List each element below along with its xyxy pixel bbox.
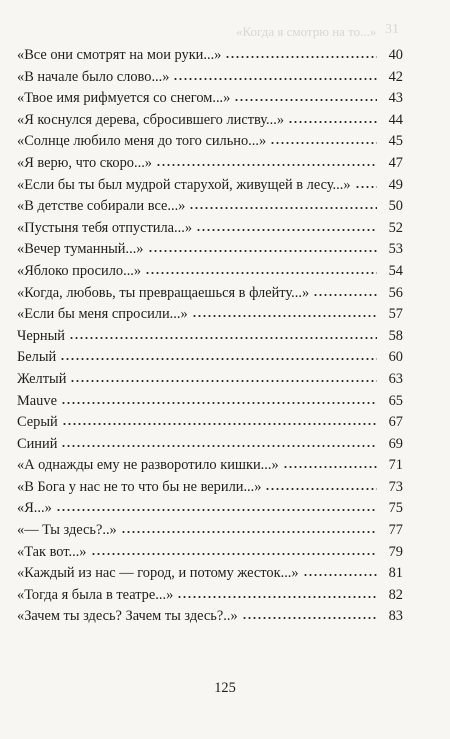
dot-leader (288, 120, 377, 124)
dot-leader (283, 465, 377, 469)
toc-entry-title: «В начале было слово...» (17, 68, 170, 85)
toc-entry-page: 83 (388, 608, 403, 625)
toc-entry-page: 42 (388, 68, 403, 85)
toc-entry-title: «Вечер туманный...» (17, 241, 144, 258)
toc-entry-page: 73 (388, 478, 403, 495)
dot-leader (62, 422, 377, 426)
dot-leader (69, 336, 377, 340)
toc-entry-page: 69 (388, 435, 403, 452)
dot-leader (265, 487, 377, 491)
toc-entry-page: 52 (388, 219, 403, 236)
toc-entry-page: 57 (388, 306, 403, 323)
dot-leader (242, 616, 377, 620)
toc-entry[interactable] (17, 67, 403, 89)
toc-entry[interactable] (17, 304, 403, 326)
toc-entry-title: «А однажды ему не разворотило кишки...» (17, 457, 279, 474)
dot-leader (61, 444, 377, 448)
dot-leader (156, 163, 377, 167)
dot-leader (61, 401, 377, 405)
toc-entry[interactable] (17, 175, 403, 197)
toc-entry[interactable] (17, 218, 403, 240)
toc-entry-title: «Твое имя рифмуется со снегом...» (17, 90, 231, 107)
toc-entry[interactable] (17, 326, 403, 348)
toc-entry-page: 63 (388, 370, 403, 387)
toc-entry[interactable] (17, 283, 403, 305)
toc-entry-title: Желтый (17, 370, 67, 387)
dot-leader (148, 249, 377, 253)
toc-entry-page: 65 (388, 392, 403, 409)
toc-entry-title: «Зачем ты здесь? Зачем ты здесь?..» (17, 608, 238, 625)
toc-entry-title: «Я...» (17, 500, 52, 517)
toc-entry-title: «Я верю, что скоро...» (17, 154, 152, 171)
toc-entry-page: 67 (388, 414, 403, 431)
dot-leader (355, 185, 377, 189)
toc-entry[interactable] (17, 239, 403, 261)
toc-entry-title: «Я коснулся дерева, сбросившего листву...» (17, 111, 285, 128)
toc-entry[interactable] (17, 261, 403, 283)
dot-leader (189, 206, 377, 210)
toc-entry-title: «Все они смотрят на мои руки...» (17, 47, 222, 63)
toc-entry-title: «Тогда я была в театре...» (17, 586, 174, 603)
toc-entry[interactable] (17, 196, 403, 218)
dot-leader (192, 314, 377, 318)
dot-leader (177, 595, 377, 599)
dot-leader (270, 141, 377, 145)
dot-leader (91, 552, 378, 556)
toc-entry-page: 43 (388, 90, 403, 107)
page-number: 125 (214, 680, 236, 696)
toc-entry[interactable] (17, 498, 403, 520)
toc-entry-title: Черный (17, 327, 66, 344)
toc-entry[interactable] (17, 131, 403, 153)
toc-entry-page: 71 (388, 457, 403, 474)
toc-entry[interactable] (17, 347, 403, 369)
toc-entry-title: «В детстве собирали все...» (17, 198, 186, 215)
dot-leader (234, 98, 377, 102)
toc-entry[interactable] (17, 391, 403, 413)
toc-entry-page: 82 (388, 586, 403, 603)
toc-entry-title: Белый (17, 349, 57, 366)
toc-entry[interactable] (17, 606, 403, 628)
dot-leader (313, 293, 377, 297)
toc-entry-page: 44 (388, 111, 403, 128)
toc-entry-title: «Когда, любовь, ты превращаешься в флейту...» (17, 284, 310, 301)
toc-entry-page: 40 (388, 47, 403, 63)
toc-entry-page: 47 (388, 154, 403, 171)
dot-leader (196, 228, 377, 232)
dot-leader (303, 573, 377, 577)
toc-entry-title: «— Ты здесь?..» (17, 522, 117, 539)
toc-entry-page: 53 (388, 241, 403, 258)
toc-entry-title: «Каждый из нас — город, и потому жесток...» (17, 565, 299, 582)
toc-entry-title: Mauve (17, 392, 57, 409)
toc-entry-title: Серый (17, 414, 58, 431)
toc-entry[interactable] (17, 585, 403, 607)
toc-entry[interactable] (17, 110, 403, 132)
toc-entry-title: «В Бога у нас не то что бы не верили...» (17, 478, 262, 495)
toc-entry[interactable] (17, 369, 403, 391)
toc-entry[interactable] (17, 477, 403, 499)
toc-entry[interactable] (17, 153, 403, 175)
toc-entry-title: «Так вот...» (17, 543, 87, 560)
toc-entry-page: 81 (388, 565, 403, 582)
bleed-through-title: «Когда я смотрю на то...» (236, 24, 377, 39)
dot-leader (121, 530, 377, 534)
toc-entry-page: 45 (388, 133, 403, 150)
toc-entry-title: «Если бы ты был мудрой старухой, живущей в лесу...» (17, 176, 351, 193)
dot-leader (225, 55, 377, 59)
toc-entry-title: «Пустыня тебя отпустила...» (17, 219, 193, 236)
toc-entry-page: 79 (388, 543, 403, 560)
toc-entry-page: 75 (388, 500, 403, 517)
toc-entry-title: «Солнце любило меня до того сильно...» (17, 133, 267, 150)
toc-entry-page: 60 (388, 349, 403, 366)
toc-entry-title: «Яблоко просило...» (17, 262, 142, 279)
toc-entry[interactable] (17, 455, 403, 477)
toc-entry-page: 54 (388, 262, 403, 279)
dot-leader (60, 357, 377, 361)
toc-entry[interactable] (17, 434, 403, 456)
toc-entry-title: Синий (17, 435, 58, 452)
toc-entry-page: 56 (388, 284, 403, 301)
toc-entry-page: 50 (388, 198, 403, 215)
toc-entry[interactable] (17, 88, 403, 110)
toc-entry-page: 49 (388, 176, 403, 193)
dot-leader (145, 271, 377, 275)
toc-entry[interactable] (17, 45, 403, 67)
toc-entry-title: «Если бы меня спросили...» (17, 306, 188, 323)
dot-leader (70, 379, 377, 383)
bleed-through-page: 31 (385, 22, 399, 37)
dot-leader (56, 508, 377, 512)
toc-entry[interactable] (17, 563, 403, 585)
table-of-contents (17, 45, 403, 628)
toc-entry[interactable] (17, 412, 403, 434)
toc-entry[interactable] (17, 542, 403, 564)
toc-entry-page: 58 (388, 327, 403, 344)
dot-leader (173, 77, 377, 81)
toc-entry[interactable] (17, 520, 403, 542)
toc-entry-page: 77 (388, 522, 403, 539)
